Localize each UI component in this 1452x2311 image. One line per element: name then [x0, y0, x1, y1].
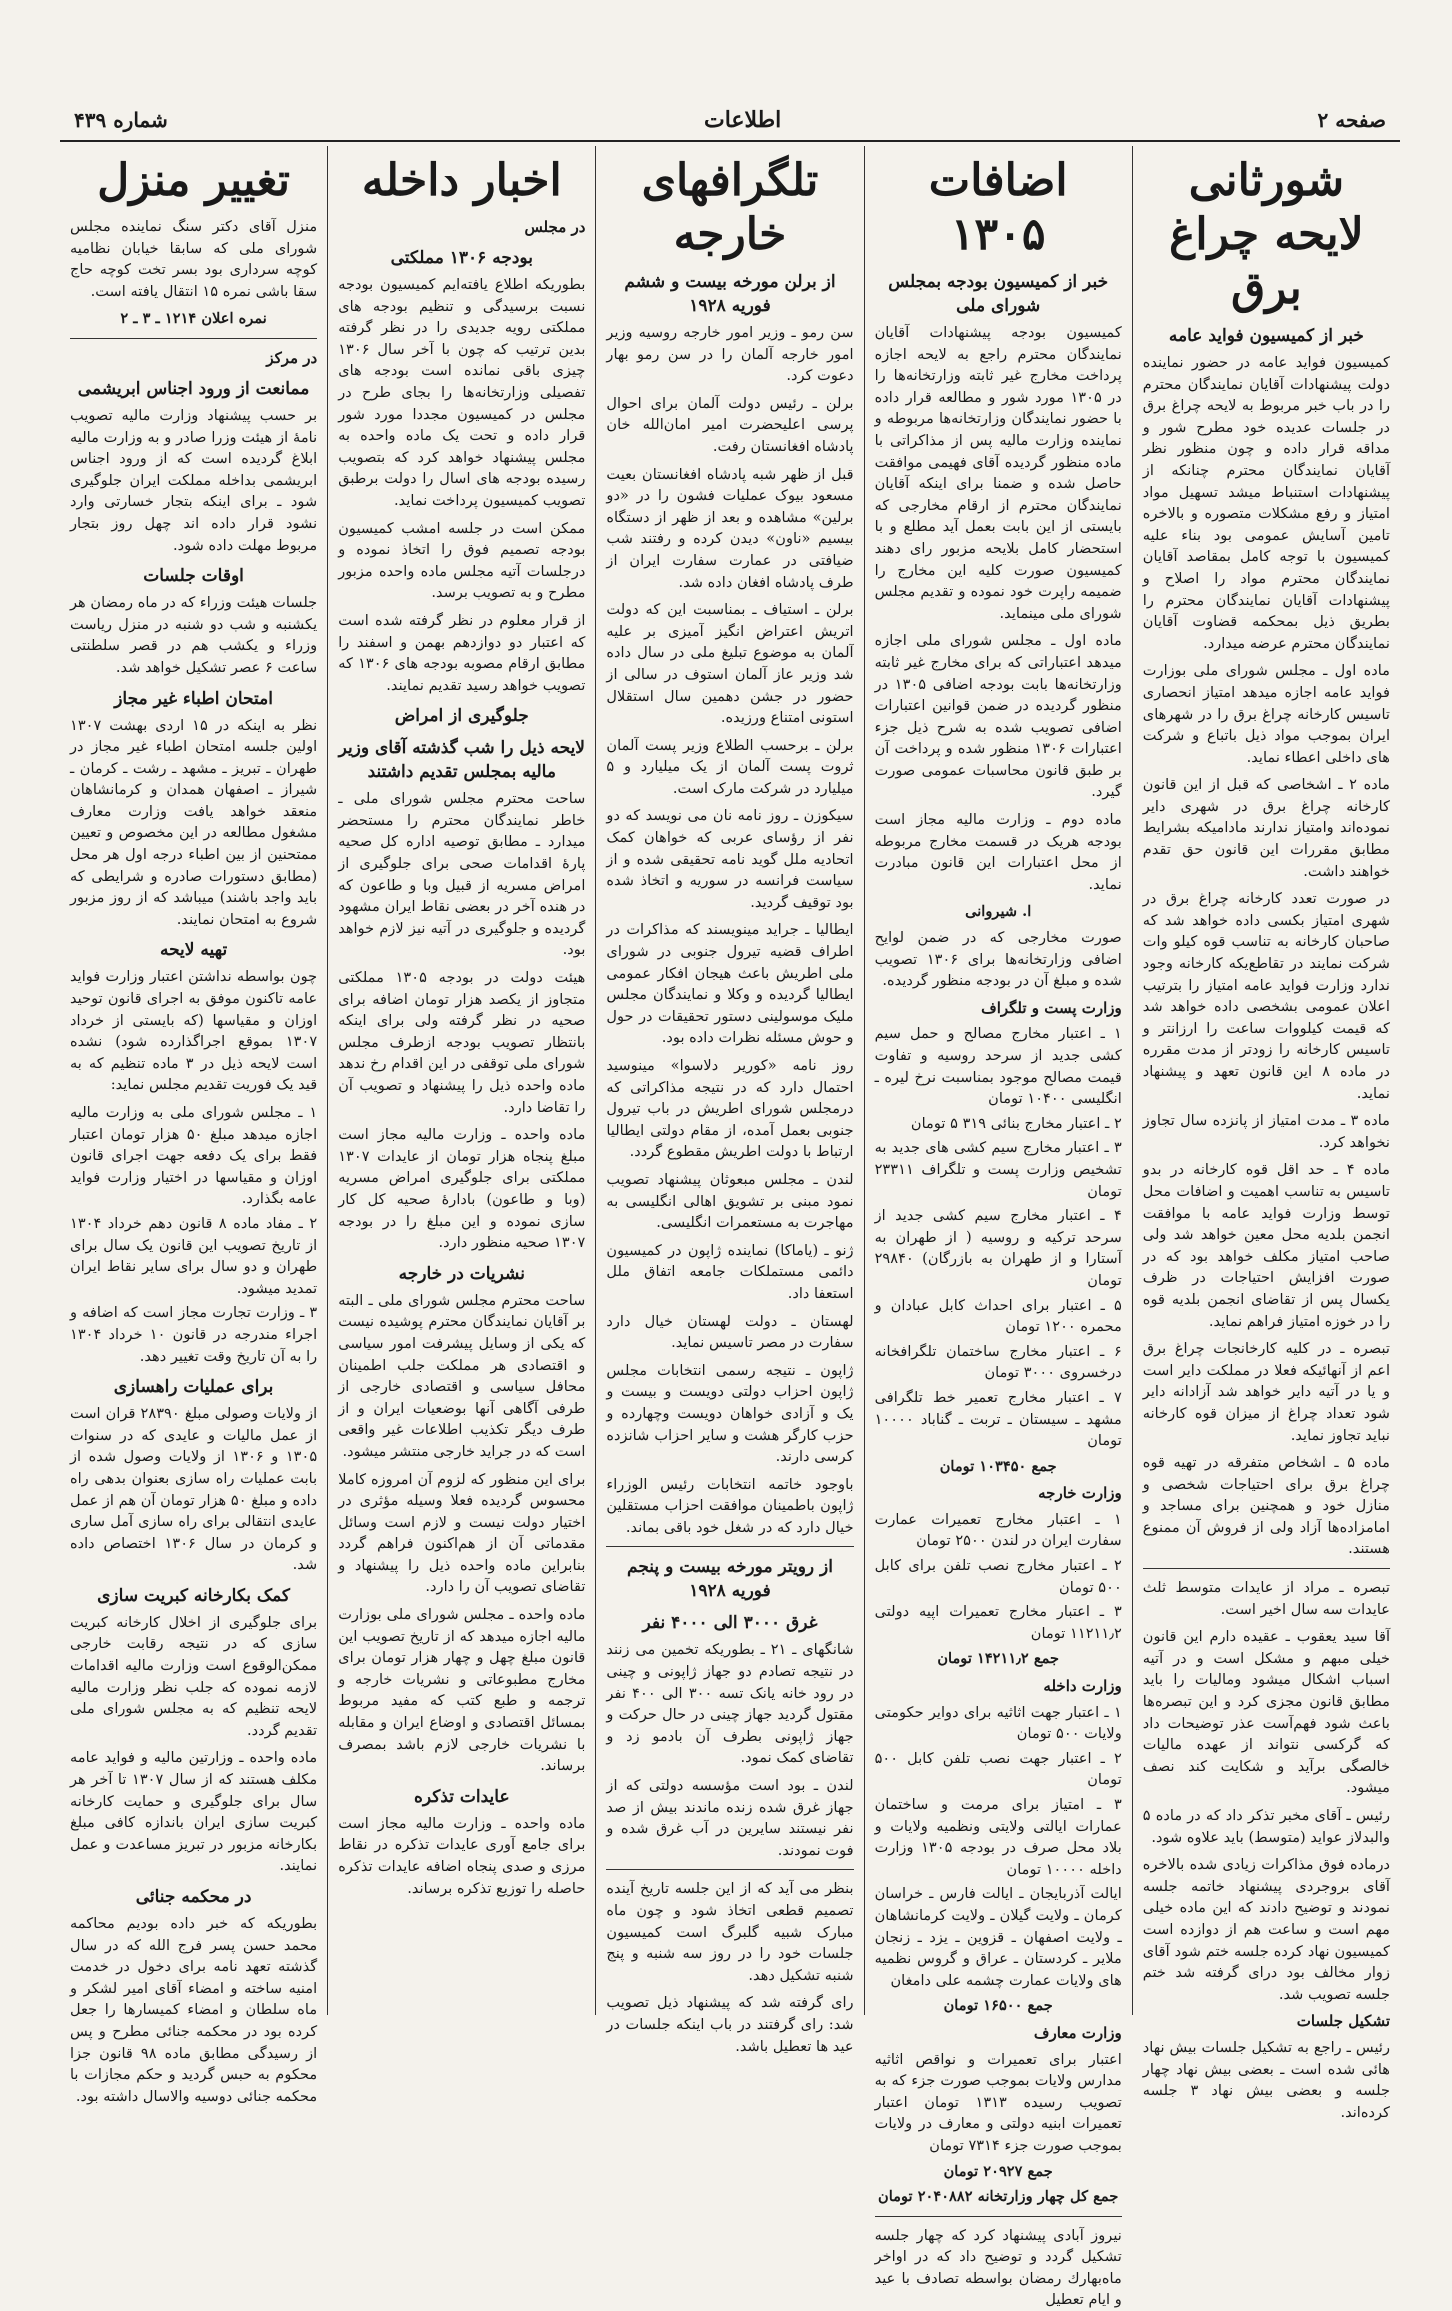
- list-item: ۱ ـ اعتبار جهت اثاثیه برای دوایر حکومتی ولایات ۵۰۰ تومان: [874, 1703, 1122, 1743]
- section-heading: ممانعت از ورود اجناس ابریشمی: [77, 378, 310, 399]
- list-item: ۶ ـ اعتبار مخارج ساختمان تلگرافخانه درخسروی ۳۰۰۰ تومان: [874, 1342, 1122, 1382]
- issue-number: شماره ۴۳۹: [74, 108, 168, 132]
- total-line: جمع ۲۰۹۲۷ تومان: [943, 2162, 1053, 2180]
- article-paragraph: در صورت تعدد کارخانه چراغ برق در شهری امتیاز بکسی داده خواهد شد که صاحبان کارخانه به تناسب قوه کیلو وات شرکت نمایند در تقاطع‌یکه کارخانه وجود ندارد وزارت فواید عامه امتیاز را بترتیب اعلان عمومی بشخصی داده خواهد شد که قیمت کیلووات ساعت را ارزانتر و تاسیس کارخانه را زودتر از مدت مقرره در ماده ۸ این قانون تعهد و پیشنهاد نماید.: [1142, 890, 1391, 1102]
- article-paragraph: ماده واحده ـ وزارتین مالیه و فواید عامه مکلف هستند که از سال ۱۳۰۷ تا آخر هر سال برای جلوگیری و حمایت کارخانه کبریت سازی ایران باندازه کافی مبلغ بکارخانه مزبور در تبریز مساعدت و عمل نمایند.: [69, 1749, 318, 1875]
- article-paragraph: باوجود خاتمه انتخابات رئیس الوزراء ژاپون باطمینان موافقت احزاب مستقلین خیال دارد که در شغل خود باقی بماند.: [606, 1475, 854, 1536]
- article-paragraph: ماده ۴ ـ حد اقل قوه کارخانه در بدو تاسیس به تناسب اهمیت و اضافات محل توسط وزارت فواید عامه با موافقت انجمن بلدیه محل معین خواهد شد ولی صاحب امتیاز مکلف خواهد بود که در صورت افزایش احتیاجات در ظرف یکسال پس از تقاضای انجمن بلدیه قوه را در خوزه امتیاز فراهم نماید.: [1142, 1161, 1390, 1330]
- article-paragraph: درماده فوق مذاکرات زیادی شده بالاخره آقای بروجردی پیشنهاد خاتمه جلسه نمودند و توضیح دادند که این ماده خیلی مهم است و ساعت هم از دوازده است کمیسیون نهاد کرده جلسه ختم شود آقای زوار مخالف بود درای گرفته شد ختم جلسه تصویب شد.: [1142, 1856, 1390, 2003]
- section-heading: لایحه ذیل را شب گذشته آقای وزیر مالیه بمجلس تقدیم داشتند: [338, 738, 586, 783]
- article-paragraph: ماده ۲ ـ اشخاصی که قبل از این قانون کارخانه چراغ برق در شهری دایر نموده‌اند وامتیاز ندارند مادامیکه بشرایط مطابق مقررات این قانون حق تقدم خواهند داشت.: [1142, 776, 1390, 880]
- list-item: ۵ ـ اعتبار برای احداث کابل عبادان و محمره ۱۲۰۰ تومان: [874, 1296, 1122, 1336]
- column-address-change: [60, 146, 327, 2105]
- article-paragraph: ماده اول ـ مجلس شورای ملی اجازه میدهد اعتباراتی که برای مخارج غیر ثابته وزارتخانه‌ها بابت بودجه اضافی ۱۳۰۵ در منظور گردیده در ضمن قوانین اعتبارات اضافی تصویب شده به شرح ذیل جزء اعتبارات ۱۳۰۶ منظور شده و پرداخت آن بر طبق قانون محاسبات عمومی صورت گیرد.: [874, 632, 1122, 801]
- section-heading: وزارت پست و تلگراف: [981, 998, 1122, 1017]
- section-heading: امتحان اطباء غیر مجاز: [114, 688, 273, 709]
- newspaper-page: [60, 40, 1400, 2309]
- article-paragraph: هیئت دولت در بودجه ۱۳۰۵ مملکتی متجاوز از یکصد هزار تومان اضافه برای صحیه در نظر گرفته ولی برای اینکه بانتظار تصویب بودجه ازطرف مجلس شورای ملی توقفی در این اقدام رخ ندهد ماده واحده ذیل را پیشنهاد و تصویب آن را تقاضا دارد.: [338, 969, 586, 1116]
- article-paragraph: برای این منظور که لزوم آن امروزه کاملا محسوس گردیده فعلا وسیله مؤثری در اختیار دولت نیست و لازم است وسائل مقدماتی آن از هم‌اکنون فراهم گردد بنابراین ماده واحده ذیل را پیشنهاد و تقاضای تصویب آن را دارد.: [338, 1470, 586, 1596]
- divider: [606, 1869, 853, 1870]
- article-paragraph: نیروز آبادی پیشنهاد کرد که چهار جلسه تشکیل گردد و توضیح داد که در اواخر ماه‌بهارك رمضان بواسطه تصادف با عید و ایام تعطیل: [874, 2226, 1122, 2309]
- section-heading: وزارت داخله: [1043, 1677, 1122, 1696]
- electricity-bill-subhead: خبر از کمیسیون فواید عامه: [1168, 326, 1364, 346]
- budget-title: اضافات ۱۳۰۵: [928, 155, 1068, 260]
- grand-total: جمع کل چهار وزارتخانه ۲۰۴۰۸۸۲ تومان: [878, 2188, 1119, 2206]
- article-paragraph: ایطالیا ـ جراید مینویسند که مذاکرات در اطراف قضیه تیرول جنوبی در شورای ملی اطریش باعث هیجان افکار عمومی ایطالیا گردیده و وکلا و نمایندگان مجلس ملیک موسولینی دستور تحقیقات در حول و حوش مسئله نظرات داده بود.: [606, 921, 854, 1047]
- article-paragraph: بطوریکه که خبر داده بودیم محاکمه محمد حسن پسر فرج الله که در سال گذشته تعهد نامه برای دخول در خدمت امنیه ساخته و امضاء آقای امیر لشکر و ماه سلطان و امضاء کمیسارها را جعل کرده بود در محکمه جنائی مطرح و پس از رسیدگی مطابق ماده ۹۸ قانون جزا محکوم به حبس گردید و حکم مجازات با محکمه جنائی دوسیه والاسال داشته بود.: [69, 1915, 318, 2105]
- section-heading: وزارت خارجه: [1038, 1484, 1122, 1503]
- drowning-subhead: غرق ۳۰۰۰ الی ۴۰۰۰ نفر: [642, 1613, 818, 1634]
- column-electricity-bill: [1132, 146, 1400, 2121]
- article-paragraph: قبل از ظهر شبه پادشاه افغانستان بعیت مسعود بیوک عملیات فشون را در «دو برلین» مشاهده و بعد از ظهر از دستگاه بیسیم «ناون» دیدن کرده و رفتند شب ضیافتی در عمارت سفارت ایران از طرف پادشاه افغان داده شد.: [606, 465, 854, 591]
- list-item: ۳ ـ وزارت تجارت مجاز است که اضافه و اجراء مندرجه در قانون ۱۰ خرداد ۱۳۰۴ را به آن تاریخ وقت تغییر دهد.: [69, 1304, 318, 1365]
- article-paragraph: سن رمو ـ وزیر امور خارجه روسیه وزیر امور خارجه آلمان را در سن رمو بهار دعوت کرد.: [606, 324, 854, 385]
- article-paragraph: ماده واحده ـ مجلس شورای ملی بوزارت مالیه اجازه میدهد که از تاریخ تصویب این قانون مبلغ چهل و چهار هزار تومان برای مخارج مطبوعاتی و نشریات خارجه و ترجمه و طبع کتب که مفید مربوط بمسائل اقتصادی و اوضاع ایران و مقابله با نشریات خارجی لازم باشد بمصرف برساند.: [338, 1606, 586, 1775]
- article-paragraph: برای جلوگیری از اخلال کارخانه کبریت سازی که در نتیجه رقابت خارجی ممکن‌الوقوع است وزارت مالیه اقدامات لازمه نموده که جلب نظر وزارت مالیه لایحه تنظیم که به مجلس شورای ملی تقدیم گردد.: [69, 1613, 318, 1739]
- article-paragraph: ماده اول ـ مجلس شورای ملی بوزارت فواید عامه اجازه میدهد امتیاز انحصاری تاسیس کارخانه چراغ برق را در شهرهای ایران بموجب مواد ذیل باتباع و شرکت های داخلی اعطاء نماید.: [1142, 662, 1390, 766]
- section-heading: نشریات در خارجه: [398, 1263, 525, 1284]
- article-paragraph: تبصره ـ مراد از عایدات متوسط ثلث عایدات سه سال اخیر است.: [1142, 1579, 1390, 1618]
- article-paragraph: منزل آقای دکتر سنگ نماینده مجلس شورای ملی که سابقا خیابان نظامیه کوچه سرداری بود بسر تخت کوچه حاج سقا باشی نمره ۱۵ انتقال یافته است.: [69, 218, 318, 300]
- list-item: ۲ ـ اعتبار مخارج بنائی ۳۱۹ ۵ تومان: [910, 1114, 1122, 1132]
- article-paragraph: بطوریکه اطلاع یافته‌ایم کمیسیون بودجه نسبت برسیدگی و تنظیم بودجه های مملکتی رویه جدیدی را در نظر گرفته بدین ترتیب که چون با آخر سال ۱۳۰۶ چیزی باقی نمانده است بودجه های تفصیلی وزارتخانه‌ها را بجای طرح در مجلس در کمیسیون مجددا مورد شور قرار داده و تحت یک ماده واحده به مجلس پیشنهاد خواهد کرد که بتصویب رسیده بودجه های اسال را دولت برطبق تصویب کمیسیون پرداخت نماید.: [338, 276, 586, 509]
- section-heading: عایدات تذکره: [413, 1786, 510, 1807]
- article-columns: [60, 146, 1400, 2309]
- article-paragraph: جلسات هیئت وزراء که در ماه رمضان هر یکشنبه و شب دو شنبه در منزل ریاست وزراء و یکشب هم در قصر سلطنتی ساعت ۶ عصر تشکیل خواهد شد.: [69, 594, 318, 676]
- list-item: ۱ ـ اعتبار مخارج مصالح و حمل سیم کشی جدید از سرحد روسیه و تفاوت قیمت مصالح موجود بمناسبت نرخ لیره ـ انگلیسی ۱۰۴۰۰ تومان: [874, 1025, 1122, 1108]
- article-paragraph: ماده واحده ـ وزارت مالیه مجاز است برای جامع آوری عایدات تذکره در نقاط مرزی و صدی پنجاه اضافه عایدات تذکره حاصله را توزیع تذکره برساند.: [338, 1814, 586, 1897]
- section-heading: برای عملیات راهسازی: [113, 1377, 274, 1398]
- article-paragraph: صورت مخارجی که در ضمن لوایح اضافی وزارتخانه‌ها برای ۱۳۰۶ تصویب شده و مبلغ آن در بودجه منظور گردیده.: [874, 929, 1122, 990]
- reuters-subhead: از رویتر مورخه بیست و پنجم فوریه ۱۹۲۸: [627, 1557, 833, 1602]
- article-paragraph: لهستان ـ دولت لهستان خیال دارد سفارت در مصر تاسیس نماید.: [606, 1312, 854, 1352]
- article-paragraph: ژنو ـ (یاماکا) نماینده ژاپون در کمیسیون دائمی مستملکات جامعه اتفاق ملل استعفا داد.: [606, 1241, 854, 1302]
- divider: [606, 1546, 853, 1547]
- article-paragraph: لندن ـ بود است مؤسسه دولتی که از جهاز غرق شده زنده ماندند بیش از صد نفر نیستند سایرین در آب غرق شده و فوت نمودند.: [606, 1777, 854, 1859]
- article-paragraph: بر حسب پیشنهاد وزارت مالیه تصویب نامۀ از هیئت وزرا صادر و به وزارت مالیه ابلاغ گردیده است که از ورود اجناس ابریشمی بداخله مملکت ایران جلوگیری شود ـ برای اینکه بتجار خسارتی وارد نشود قرار داده اند چهل روز بتجار مربوط مهلت داده شود.: [69, 406, 318, 554]
- article-paragraph: چون بواسطه نداشتن اعتبار وزارت فواید عامه تاکنون موفق به اجرای قانون توحید اوزان و مقیاسها (که بایستی از خرداد ۱۳۰۷ بموقع اجراگذارده شود) نشده است لایحه ذیل در ۳ ماده تنظیم که به قید یک فوریت تقدیم مجلس نماید:: [69, 968, 318, 1094]
- article-paragraph: کمیسیون بودجه پیشنهادات آقایان نمایندگان محترم راجع به لایحه اجازه پرداخت مخارج غیر ثابته وزارتخانه‌ها را در ۱۳۰۵ مورد شور و مطالعه قرار داده با حضور نمایندگان وزارتخانه‌ها مربوطه و نماینده وزارت مالیه پس از مذاکراتی با ماده منظور گردیده آقای فهیمی موافقت حاصل شده و ضمنا برای اینکه آقایان نمایندگان محترم از ارقام مخارجی که بایستی از این بابت بعمل آید مطلع و با استحضار کامل بلایحه مزبور رای دهند کمیسیون صورت کلیه این مخارج را ضمیمه راپرت خود نموده و تقدیم مجلس شورای ملی مینماید.: [874, 324, 1122, 622]
- list-item: ۲ ـ اعتبار مخارج نصب تلفن برای کابل ۵۰۰ تومان: [874, 1557, 1122, 1596]
- article-paragraph: لندن ـ مجلس مبعوثان پیشنهاد تصویب نمود مبنی بر تشویق اهالی انگلیسی به مهاجرت به مستعمرات انگلیسی.: [606, 1170, 854, 1232]
- notice-number: نمره اعلان ۱۲۱۴ ـ ۳ ـ ۲: [120, 310, 267, 328]
- masthead: [60, 100, 1400, 142]
- article-paragraph: ژاپون ـ نتیجه رسمی انتخابات مجلس ژاپون احزاب دولتی دویست و بیست و یک و آزادی خواهان دویست وچهارده و حزب کارگر هشت و سایر احزاب شانزده کرسی دارند.: [606, 1361, 854, 1466]
- divider: [1143, 1568, 1390, 1569]
- section-heading: اوقات جلسات: [143, 566, 244, 587]
- section-heading: جلوگیری از امراض: [394, 706, 529, 727]
- article-paragraph: آقا سید یعقوب ـ عقیده دارم این قانون خیلی مبهم و مشکل است و در آتیه اسباب اشکال میشود ومالیات را باید مطابق قانون مجزی کرد و این تبصره‌ها باعث شود فهم‌آست عذر توضیحات داد که گرکسی نتواند از عهده مالیات خالصگی برآید و شکایت کند نصف میشود.: [1142, 1628, 1390, 1797]
- total-line: جمع ۱۶۵۰۰ تومان: [943, 1997, 1053, 2015]
- article-paragraph: سیکوزن ـ روز نامه نان می نویسد که دو نفر از رؤسای عربی که خواهان کمک اتحادیه ملل گوید نامه تحقیقی شده و از سیاست فرانسه در سوریه و اتخاذ شده بود توقیف گردید.: [606, 807, 854, 911]
- list-item: ۱ ـ مجلس شورای ملی به وزارت مالیه اجازه میدهد مبلغ ۵۰ هزار تومان اعتبار فقط برای یک دفعه جهت اجرای قانون اوزان و مقیاسها در اختیار وزارت فواید عامه بگذارد.: [69, 1104, 318, 1208]
- telegrams-subhead: از برلن مورخه بیست و ششم فوریه ۱۹۲۸: [624, 272, 836, 316]
- section-heading: در مجلس: [524, 218, 586, 236]
- address-change-title: تغییر منزل: [97, 155, 290, 206]
- divider: [875, 2216, 1122, 2217]
- article-paragraph: بنظر می آید که از این جلسه تاریخ آینده تصمیم قطعی اتخاذ شود و چون ماه مبارک شبیه گلبرگ است کمیسیون جلسات خود را در روز سه شنبه و پنج شنبه تشکیل دهد.: [606, 1880, 854, 1984]
- article-paragraph: تبصره ـ در کلیه کارخانجات چراغ برق اعم از آنهائیکه فعلا در مملکت دایر است و یا در آتیه دایر خواهد شد آزادانه دایر شود تعداد چراغ از میزان قوه کارخانه نباید تجاوز نماید.: [1142, 1340, 1390, 1444]
- list-item: ۳ ـ امتیاز برای مرمت و ساختمان عمارات ایالتی ولایتی ونظمیه ولایات و بلاد محل صرف در بودجه ۱۳۰۵ وزارت داخله ۱۰۰۰۰ تومان: [874, 1796, 1122, 1878]
- list-item: ۲ ـ اعتبار جهت نصب تلفن کابل ۵۰۰ تومان: [874, 1749, 1122, 1789]
- section-heading: بودجه ۱۳۰۶ مملکتی: [390, 248, 533, 268]
- section-heading: در محکمه جنائی: [135, 1887, 252, 1907]
- telegrams-title: تلگرافهای خارجه: [641, 155, 819, 260]
- article-paragraph: برلن ـ استیاف ـ بمناسبت این که دولت اتریش اعتراض انگیز آمیزی بر علیه آلمان به موضوع تبلیغ ملی در سال داده شد وزیر عاز آلمان استوف در سالی از حضور در جشن دهمین سال استقلال استونی امتناع ورزیده.: [606, 601, 854, 727]
- list-item: ۷ ـ اعتبار مخارج تعمیر خط تلگرافی مشهد ـ سیستان ـ تربت ـ گناباد ۱۰۰۰۰ تومان: [874, 1388, 1122, 1450]
- page-number: صفحه ۲: [1317, 108, 1386, 132]
- article-paragraph: ماده ۳ ـ مدت امتیاز از پانزده سال تجاوز نخواهد کرد.: [1142, 1112, 1390, 1151]
- electricity-bill-title: شورثانی لایحه چراغ برق: [1169, 155, 1364, 314]
- total-line: جمع ۱۰۳۴۵۰ تومان: [939, 1457, 1057, 1475]
- article-paragraph: برلن ـ برحسب الطلاع وزیر پست آلمان ثروت پست آلمان از یک میلیارد و ۵ میلیارد در شرکت مارک است.: [606, 736, 854, 797]
- section-heading: کمک بکارخانه کبریت سازی: [97, 1585, 291, 1606]
- column-budget-1305: [864, 146, 1132, 2309]
- article-paragraph: ساحت محترم مجلس شورای ملی ـ خاطر نمایندگان محترم را مستحضر میدارد ـ مطابق توصیه اداره کل صحیه پارۀ اقدامات صحی برای جلوگیری از امراض مسریه از قبیل وبا و طاعون که در هنده آخر در بعضی نقاط ایران مشهود گردیده و جلوگیری در آتیه نیز لازم خواهد بود.: [338, 790, 586, 959]
- section-heading: تشکیل جلسات: [1296, 2012, 1390, 2031]
- list-item: ۲ ـ مفاد ماده ۸ قانون دهم خرداد ۱۳۰۴ از تاریخ تصویب این قانون یک سال برای طهران و دو سال برای سایر نقاط ایران تمدید میشود.: [69, 1214, 318, 1297]
- article-paragraph: شانگهای ـ ۲۱ ـ بطوریکه تخمین می زنند در نتیجه تصادم دو جهاز ژاپونی و چینی در رود خانه یانک تسه ۳۰۰ الی ۴۰۰ نفر مقتول گردید جهاز چینی در حال حرکت و جهاز ژاپونی بطرف آن بادمو زد و تقاضای کمک نمود.: [606, 1641, 854, 1767]
- article-paragraph: روز نامه «کوریر دلاسوا» مینوسید احتمال دارد که در نتیجه مذاکراتی که درمجلس شورای اطریش در باب تیرول جنوبی بعمل آمده، از مقام دولتی ایطالیا ارتباط با دولت اطریش مقطوع گردد.: [606, 1057, 854, 1161]
- article-paragraph: کمیسیون فواید عامه در حضور نماینده دولت پیشنهادات آقایان نمایندگان محترم را در باب خبر مربوط به لایحه چراغ برق در جلسات عدیده خود مطرح شور و مداقه قرار داده و چون منظور نظر آقایان نمایندگان محترم چنانکه از پیشنهادات استنباط میشد تسهیل مواد امتیاز و رفع مشکلات متصوره و بالاخره تامین آسایش عمومی بود بناء علیه کمیسیون با توجه کامل بمقاصد آقایان نمایندگان محترم مواد را اصلاح و پیشنهادات آقایان نمایندگان محترم را بطریق ذیل بمحکمه قضاوت آقایان نمایندگان محترم عرضه میدارد.: [1142, 354, 1390, 652]
- total-line: جمع ۱۴۲۱۱٫۲ تومان: [937, 1650, 1060, 1668]
- section-heading: وزارت معارف: [1033, 2023, 1122, 2042]
- divider: [70, 338, 317, 339]
- list-item: اعتبار برای تعمیرات و نواقص اثاثیه مدارس ولایات بموجب صورت جزء که به تصویب رسیده ۱۳۱۳ تومان اعتبار تعمیرات ابنیه دولتی و معارف در ولایات بموجب صورت جزء ۷۳۱۴ تومان: [874, 2050, 1122, 2154]
- signature: ا. شیروانی: [965, 903, 1032, 921]
- column-foreign-telegrams: [595, 146, 863, 2055]
- article-paragraph: ماده دوم ـ وزارت مالیه مجاز است بودجه هریک در قسمت مخارج مربوطه از محل اعتبارات این قانون مبادرت نماید.: [874, 811, 1122, 893]
- list-item: ایالت آذربایجان ـ ایالت فارس ـ خراسان کرمان ـ ولایت گیلان ـ ولایت کرمانشاهان ـ ولایت اصفهان ـ قزوین ـ یزد ـ زنجان ملایر ـ کردستان ـ عراق و گروس نظمیه های ولایات عمارت چشمه علی دامغان: [874, 1885, 1122, 1989]
- article-paragraph: نظر به اینکه در ۱۵ اردی بهشت ۱۳۰۷ اولین جلسه امتحان اطباء غیر مجاز در طهران ـ تبریز ـ مشهد ـ رشت ـ کرمان ـ شیراز ـ اصفهان همدان و کرمانشاهان منعقد خواهد یافت وزارت معارف مشغول مطالعه در این مخصوص و تعیین ممتحنین از بین اطباء درجه اول هر محل (مطابق دستورات صادره و شرایطی که باید واجد باشند) میباشد که از روز مزبور شروع به امتحان نمایند.: [69, 716, 318, 928]
- article-paragraph: ساحت محترم مجلس شورای ملی ـ البته بر آقایان نمایندگان محترم پوشیده نیست که یکی از وسایل پیشرفت امور سیاسی و اقتصادی هر مملکت جلب اطمینان محافل سیاسی و اقتصادی خارجی از طرفی آگاهی آنها بوضعیات ایران و از طرف دیگر تکذیب اطلاعات غیر واقعی است که در جراید خارجی منتشر میشود.: [338, 1291, 586, 1460]
- article-paragraph: برلن ـ رئیس دولت آلمان برای احوال پرسی اعلیحضرت امیر امان‌الله خان پادشاه افغانستان رفت.: [606, 394, 854, 455]
- article-paragraph: ماده ۵ ـ اشخاص متفرقه در تهیه قوه چراغ برق برای احتیاجات شخصی و منازل خود و همچنین برای مساجد و امامزاده‌ها آزاد ولی از فروش آن ممنوع هستند.: [1142, 1454, 1390, 1558]
- article-paragraph: رئیس ـ آقای مخبر تذکر داد که در ماده ۵ والبدلاز عواید (متوسط) باید علاوه شود.: [1142, 1807, 1390, 1846]
- article-paragraph: رئیس ـ راجع به تشکیل جلسات بیش نهاد هائی شده است ـ بعضی بیش نهاد چهار جلسه و بعضی بیش نهاد ۳ جلسه کرده‌اند.: [1142, 2038, 1390, 2121]
- article-paragraph: ماده واحده ـ وزارت مالیه مجاز است مبلغ پنجاه هزار تومان از عایدات ۱۳۰۷ مملکتی برای جلوگیری امراض مسریه (وبا و طاعون) بادارۀ صحیه کل کار سازی نموده و این مبلغ را در بودجه ۱۳۰۷ صحیه منظور دارد.: [338, 1126, 586, 1252]
- budget-subhead: خبر از کمیسیون بودجه بمجلس شورای ملی: [888, 272, 1109, 316]
- list-item: ۴ ـ اعتبار مخارج سیم کشی جدید از سرحد ترکیه و روسیه ( از طهران به آستارا و از طهران به بازرگان) ۲۹۸۴۰ تومان: [874, 1207, 1122, 1289]
- article-paragraph: رای گرفته شد که پیشنهاد ذیل تصویب شد: رای گرفتند در باب اینکه جلسات در عید ها تعطیل باشد.: [606, 1994, 854, 2055]
- article-paragraph: از ولایات وصولی مبلغ ۲۸۳۹۰ قران است از عمل مالیات و عایدی که در سنوات ۱۳۰۵ و ۱۳۰۶ از ولایات وصول شده از بابت عملیات راه سازی بعنوان بدهی راه داده و مبلغ ۵۰ هزار تومان آن هم از عمل عایدی انتقالی برای راه سازی آمل ساری و کرمان در سال ۱۳۰۶ اختصاص داده شد.: [69, 1405, 318, 1574]
- list-item: ۳ ـ اعتبار مخارج تعمیرات اپیه دولتی ۱۱۲۱۱٫۲ تومان: [874, 1603, 1122, 1642]
- article-paragraph: از قرار معلوم در نظر گرفته شده است که اعتبار دو دوازدهم بهمن و اسفند را مطابق ارقام مصوبه بودجه های ۱۳۰۶ که تصویب خواهد رسید تقدیم نمایند.: [338, 611, 586, 694]
- section-heading: در مرکز: [266, 348, 318, 367]
- article-paragraph: ممکن است در جلسه امشب کمیسیون بودجه تصمیم فوق را اتخاذ نموده و درجلسات آتیه مجلس ماده واحده مزبور مطرح و به تصویب برسد.: [338, 519, 586, 602]
- domestic-title: اخبار داخله: [361, 155, 562, 206]
- column-domestic-news: [327, 146, 595, 2015]
- list-item: ۳ ـ اعتبار مخارج سیم کشی های جدید به تشخیص وزارت پست و تلگراف ۲۳۳۱۱ تومان: [874, 1139, 1122, 1200]
- section-heading: تهیه لایحه: [159, 940, 228, 961]
- newspaper-name: اطلاعات: [704, 107, 782, 133]
- list-item: ۱ ـ اعتبار مخارج تعمیرات عمارت سفارت ایران در لندن ۲۵۰۰ تومان: [874, 1510, 1122, 1550]
